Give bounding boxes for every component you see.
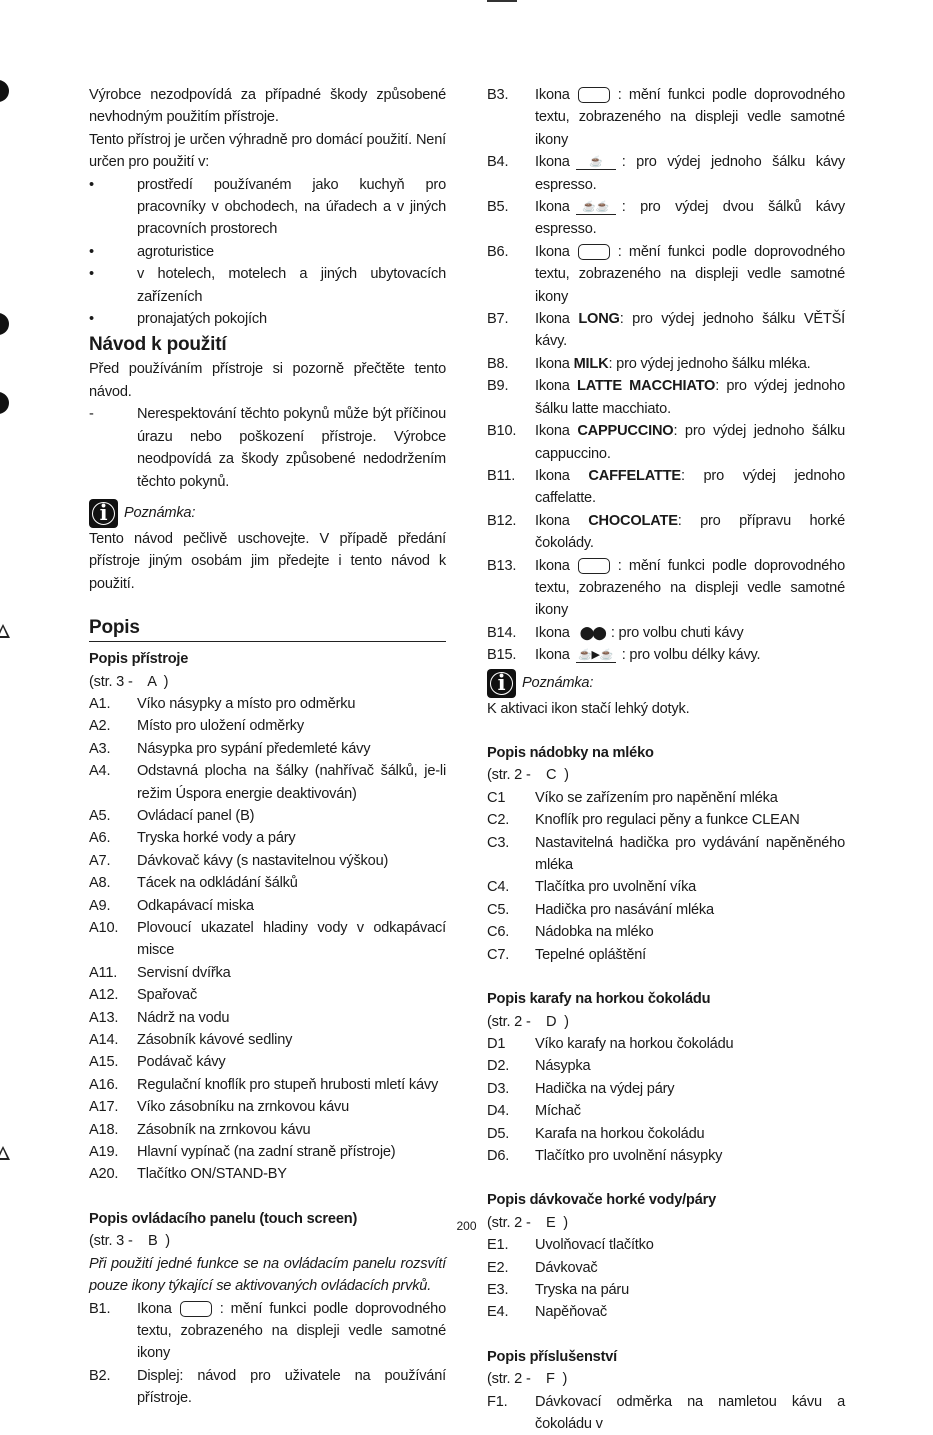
warning-triangle-icon (0, 624, 10, 638)
subsection-title-accessories: Popis příslušenství (487, 1348, 618, 1365)
edge-tab-marker (0, 313, 9, 335)
list-item: D6. Tlačítko pro uvolnění násypky (487, 1147, 723, 1164)
note-block (487, 669, 845, 698)
rounded-rect-icon (180, 1301, 212, 1317)
bullet-item: • v hotelech, motelech a jiných ubytovacích zařízeních (89, 266, 446, 305)
steam-ref: (str. 2 - E ) (487, 1214, 568, 1231)
list-item: A2. Místo pro uložení odměrky (89, 718, 304, 735)
panel-note: Při použití jedné funkce se na ovládacím panelu rozsvítí pouze ikony týkající se aktivovaných ovládacích prvků. (89, 1255, 446, 1295)
rounded-rect-icon (578, 244, 610, 260)
list-item: A11. Servisní dvířka (89, 964, 231, 981)
list-item: B9. Ikona LATTE MACCHIATO: pro výdej jednoho šálku latte macchiato. (487, 378, 845, 417)
list-item: B6. Ikona : mění funkci podle doprovodného textu, zobrazeného na displeji vedle samotné ikony (487, 243, 845, 305)
list-item: B3. Ikona : mění funkci podle doprovodného textu, zobrazeného na displeji vedle samotné ikony (487, 87, 845, 148)
milk-ref: (str. 2 - C ) (487, 767, 569, 784)
list-item: A18. Zásobník na zrnkovou kávu (89, 1121, 311, 1138)
list-item: C3. Nastavitelná hadička pro vydávání napěněného mléka (487, 834, 845, 874)
list-item: B15. Ikona ☕▶☕ : pro volbu délky kávy. (487, 647, 761, 664)
list-item: B10. Ikona CAPPUCCINO: pro výdej jednoho šálku cappuccino. (487, 423, 845, 462)
list-item: A5. Ovládací panel (B) (89, 807, 255, 824)
cup-icon: ☕ (576, 155, 616, 170)
steam-parts-list (487, 1234, 845, 1324)
note-text: Tento návod pečlivě uschovejte. V případě předání přístroje jiným osobám jim předejte i tento návod k použití. (89, 530, 446, 592)
rounded-rect-icon (578, 558, 610, 574)
milk-parts-list (487, 787, 845, 966)
section-title-navod: Návod k použití (89, 334, 227, 356)
page-number: 200 (456, 1219, 477, 1233)
note-block (89, 499, 446, 528)
list-item: B11. Ikona CAFFELATTE: pro výdej jednoho caffelatte. (487, 467, 845, 507)
navod-dash-item: - Nerespektování těchto pokynů může být příčinou úrazu nebo poškození přístroje. Výrobce neodpovídá za škody způsobené nedodržením těchto pokynů. (89, 406, 446, 490)
list-item: A20. Tlačítko ON/STAND-BY (89, 1166, 287, 1183)
list-item: B14. Ikona ⬤⬤ : pro volbu chuti kávy (487, 622, 845, 644)
usage-bullet-list (89, 174, 446, 331)
list-item: A16. Regulační knoflík pro stupeň hrubosti mletí kávy (89, 1076, 439, 1093)
left-column (89, 84, 446, 1410)
list-item: F1. Dávkovací odměrka na namletou kávu a čokoládu v (487, 1393, 845, 1432)
list-item: A6. Tryska horké vody a páry (89, 830, 296, 847)
list-item: C6. Nádobka na mléko (487, 924, 654, 941)
note-label: Poznámka: (522, 674, 594, 691)
list-item: A8. Tácek na odkládání šálků (89, 875, 298, 892)
rounded-rect-icon (578, 87, 610, 103)
list-item: B13. Ikona : mění funkci podle doprovodného textu, zobrazeného na displeji vedle samotné ikony (487, 557, 845, 619)
device-ref: (str. 3 - A ) (89, 673, 169, 690)
list-item: B12. Ikona CHOCOLATE: pro přípravu horké čokolády. (487, 512, 846, 552)
list-item: E2. Dávkovač (487, 1259, 598, 1276)
two-cups-icon: ☕☕ (576, 200, 616, 215)
list-item: D5. Karafa na horkou čokoládu (487, 1125, 705, 1142)
list-item: A19. Hlavní vypínač (na zadní straně přístroje) (89, 1144, 396, 1161)
accessories-list (487, 1391, 845, 1435)
navod-text: Před používáním přístroje si pozorně přečtěte tento návod. (89, 361, 446, 400)
info-icon: i (487, 669, 516, 698)
list-item: B7. Ikona LONG: pro výdej jednoho šálku VĚTŠÍ kávy. (487, 311, 845, 350)
list-item: A9. Odkapávací miska (89, 897, 254, 914)
edge-tab-marker (0, 392, 9, 414)
list-item: A7. Dávkovač kávy (s nastavitelnou výškou) (89, 852, 389, 869)
subsection-title-device: Popis přístroje (89, 651, 189, 668)
list-item: D3. Hadička na výdej páry (487, 1080, 675, 1097)
acc-ref: (str. 2 - F ) (487, 1371, 568, 1388)
list-item: E3. Tryska na páru (487, 1281, 629, 1298)
info-icon: i (89, 499, 118, 528)
warning-triangle-icon (0, 1146, 10, 1160)
list-item: E4. Napěňovač (487, 1304, 608, 1321)
section-title-popis: Popis (89, 615, 446, 642)
list-item: B1. Ikona : mění funkci podle doprovodného textu, zobrazeného na displeji vedle samotné ikony (89, 1300, 446, 1362)
top-crop-mark (487, 0, 517, 2)
list-item: A14. Zásobník kávové sedliny (89, 1032, 293, 1049)
panel-ref: (str. 3 - B ) (89, 1233, 170, 1250)
list-item: B2. Displej: návod pro uživatele na používání přístroje. (89, 1367, 446, 1407)
list-item: B5. Ikona ☕☕ : pro výdej dvou šálků kávy espresso. (487, 199, 845, 238)
list-item: C4. Tlačítka pro uvolnění víka (487, 879, 697, 896)
coffee-beans-icon: ⬤⬤ (579, 624, 605, 640)
list-item: C7. Tepelné opláštění (487, 946, 647, 963)
intro-paragraph: Výrobce nezodpovídá za případné škody způsobené nevhodným použitím přístroje. (89, 87, 446, 126)
list-item: A15. Podávač kávy (89, 1054, 226, 1071)
list-item: D1 Víko karafy na horkou čokoládu (487, 1035, 734, 1052)
subsection-title-panel: Popis ovládacího panelu (touch screen) (89, 1210, 358, 1227)
list-item: D2. Násypka (487, 1058, 591, 1075)
bullet-item: • agroturistice (89, 243, 214, 260)
device-parts-list (89, 693, 446, 1186)
list-item: D4. Míchač (487, 1103, 581, 1120)
list-item: A10. Plovoucí ukazatel hladiny vody v odkapávací misce (89, 920, 446, 959)
list-item: E1. Uvolňovací tlačítko (487, 1237, 654, 1254)
bullet-item: • prostředí používaném jako kuchyň pro pracovníky v obchodech, na úřadech a v jiných pracovních prostorech (89, 176, 446, 238)
list-item: C1 Víko se zařízením pro napěnění mléka (487, 789, 778, 806)
subsection-title-steam: Popis dávkovače horké vody/páry (487, 1192, 717, 1209)
note-label: Poznámka: (124, 505, 196, 522)
list-item: C2. Knoflík pro regulaci pěny a funkce CLEAN (487, 812, 800, 829)
subsection-title-milk: Popis nádobky na mléko (487, 745, 654, 762)
note-text: K aktivaci ikon stačí lehký dotyk. (487, 700, 690, 717)
list-item: B4. Ikona ☕ : pro výdej jednoho šálku kávy espresso. (487, 154, 845, 193)
bullet-item: • pronajatých pokojích (89, 311, 267, 328)
list-item: A17. Víko zásobníku na zrnkovou kávu (89, 1099, 350, 1116)
list-item: A13. Nádrž na vodu (89, 1009, 230, 1026)
list-item: B8. Ikona MILK: pro výdej jednoho šálku mléka. (487, 355, 811, 372)
subsection-title-chocolate: Popis karafy na horkou čokoládu (487, 991, 711, 1008)
chocolate-parts-list (487, 1033, 845, 1167)
choc-ref: (str. 2 - D ) (487, 1013, 569, 1030)
list-item: A1. Víko násypky a místo pro odměrku (89, 695, 356, 712)
list-item: A3. Násypka pro sypání předemleté kávy (89, 740, 371, 757)
list-item: A4. Odstavná plocha na šálky (nahřívač šálků, je-li režim Úspora energie deaktivován) (89, 763, 446, 802)
edge-tab-marker (0, 80, 9, 102)
list-item: C5. Hadička pro nasávání mléka (487, 901, 714, 918)
intro-paragraph: Tento přístroj je určen výhradně pro domácí použití. Není určen pro použití v: (89, 131, 446, 171)
list-item: A12. Spařovač (89, 987, 198, 1004)
cup-length-icon: ☕▶☕ (576, 648, 616, 663)
